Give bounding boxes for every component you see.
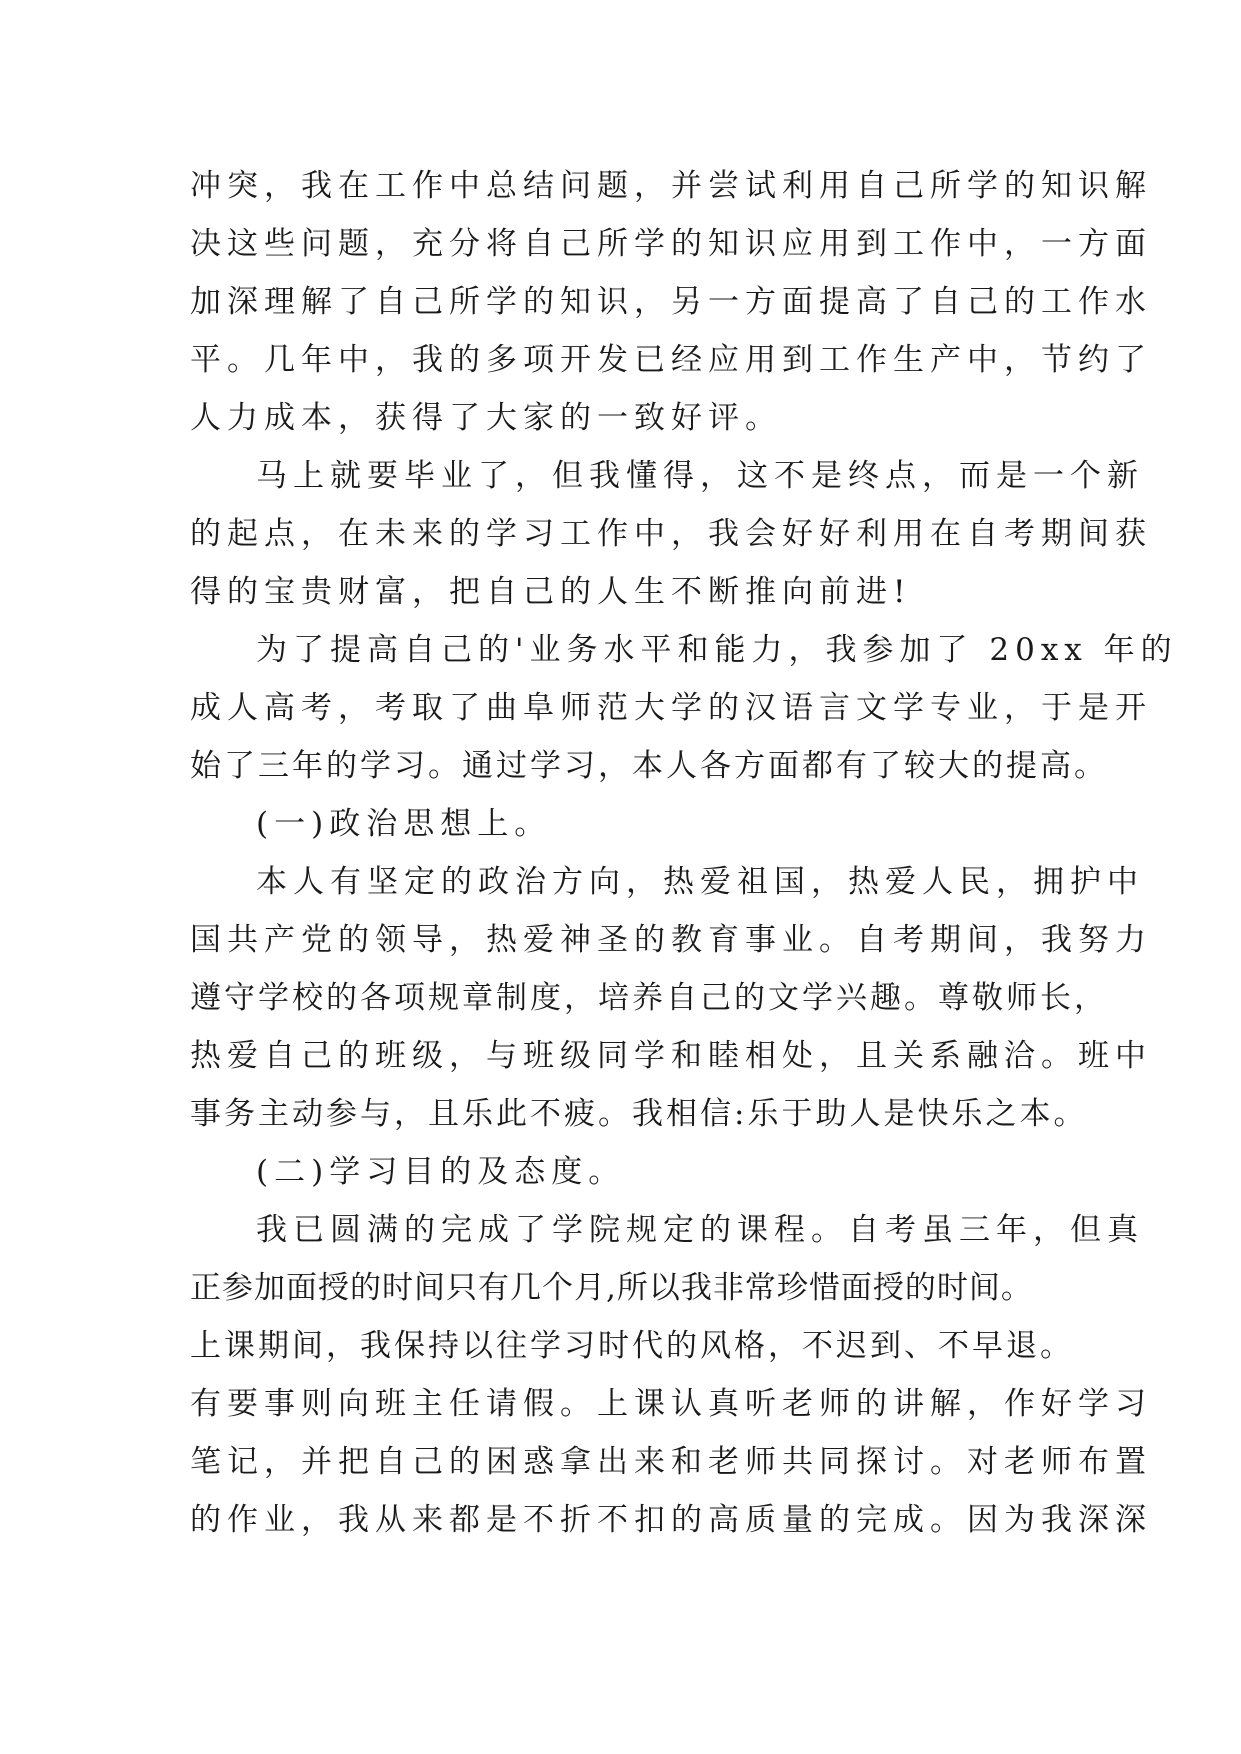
section-heading: (二)学习目的及态度。	[256, 1154, 626, 1190]
body-text-line: 热爱自己的班级，与班级同学和睦相处，且关系融洽。班中	[190, 1038, 1152, 1074]
body-text-line: 有要事则向班主任请假。上课认真听老师的讲解，作好学习	[190, 1386, 1152, 1422]
section-heading: (一)政治思想上。	[256, 806, 552, 842]
paragraph-first-line: 本人有坚定的政治方向，热爱祖国，热爱人民，拥护中	[256, 864, 1144, 900]
paragraph-first-line: 为了提高自己的'业务水平和能力，我参加了 20xx 年的	[256, 632, 1178, 668]
body-text-line: 成人高考，考取了曲阜师范大学的汉语言文学专业，于是开	[190, 690, 1152, 726]
body-text-line: 正参加面授的时间只有几个月,所以我非常珍惜面授的时间。	[190, 1270, 1033, 1306]
body-text-line: 加深理解了自己所学的知识，另一方面提高了自己的工作水	[190, 284, 1152, 320]
paragraph-first-line: 马上就要毕业了，但我懂得，这不是终点，而是一个新	[256, 458, 1144, 494]
paragraph-first-line: 我已圆满的完成了学院规定的课程。自考虽三年，但真	[256, 1212, 1144, 1248]
body-text-line: 的作业，我从来都是不折不扣的高质量的完成。因为我深深	[190, 1502, 1152, 1538]
body-text-line: 上课期间，我保持以往学习时代的风格，不迟到、不早退。	[190, 1328, 1074, 1364]
body-text-line: 得的宝贵财富，把自己的人生不断推向前进!	[190, 574, 912, 610]
body-text-line: 的起点，在未来的学习工作中，我会好好利用在自考期间获	[190, 516, 1152, 552]
body-text-line: 决这些问题，充分将自己所学的知识应用到工作中，一方面	[190, 226, 1152, 262]
body-text-line: 人力成本，获得了大家的一致好评。	[190, 400, 782, 436]
body-text-line: 笔记，并把自己的困惑拿出来和老师共同探讨。对老师布置	[190, 1444, 1152, 1480]
body-text-line: 国共产党的领导，热爱神圣的教育事业。自考期间，我努力	[190, 922, 1152, 958]
body-text-line: 冲突，我在工作中总结问题，并尝试利用自己所学的知识解	[190, 168, 1152, 204]
body-text-line: 事务主动参与，且乐此不疲。我相信:乐于助人是快乐之本。	[190, 1096, 1088, 1132]
body-text-line: 始了三年的学习。通过学习，本人各方面都有了较大的提高。	[190, 748, 1108, 784]
body-text-line: 平。几年中，我的多项开发已经应用到工作生产中，节约了	[190, 342, 1152, 378]
body-text-line: 遵守学校的各项规章制度，培养自己的文学兴趣。尊敬师长，	[190, 980, 1108, 1016]
